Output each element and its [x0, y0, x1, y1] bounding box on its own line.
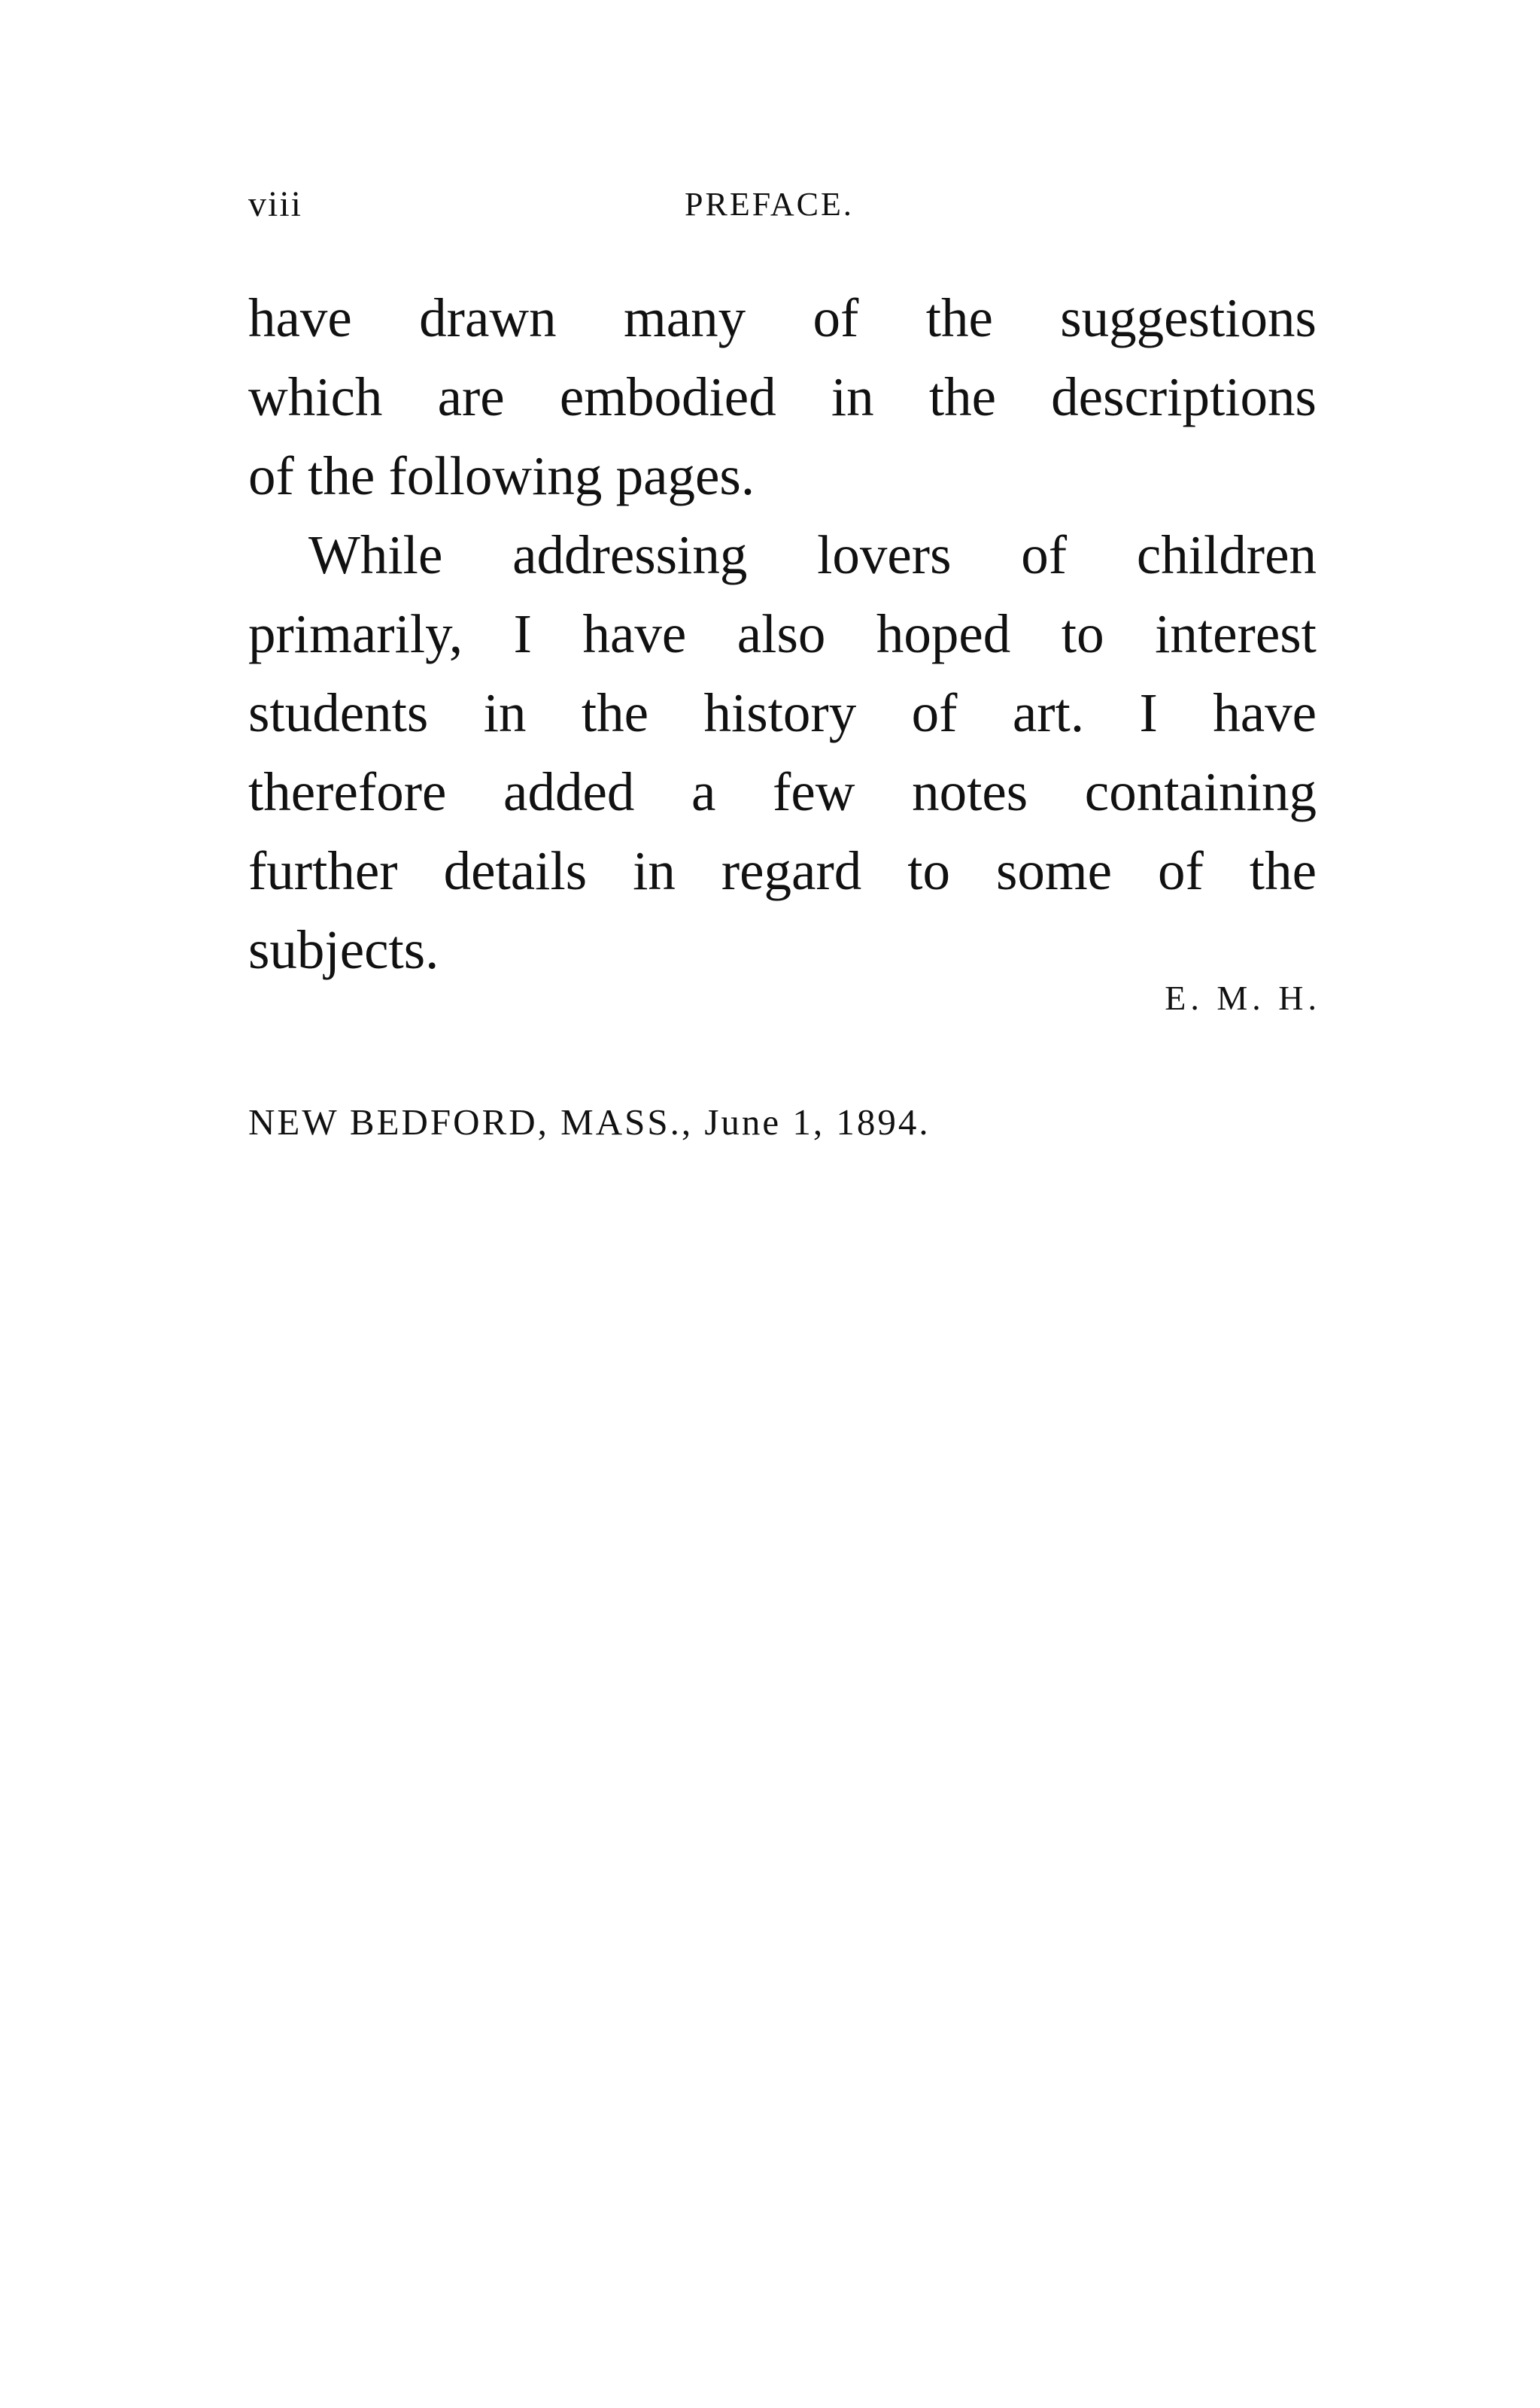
- running-title: PREFACE.: [685, 186, 854, 223]
- text-line: therefore added a few notes containing: [248, 761, 1317, 822]
- preface-body: [248, 278, 1317, 989]
- text-line: subjects.: [248, 919, 439, 980]
- dateline: NEW BEDFORD, MASS., June 1, 1894.: [248, 1101, 931, 1143]
- page-number: viii: [248, 184, 303, 224]
- text-line: primarily, I have also hoped to interest: [248, 603, 1317, 664]
- text-line: students in the history of art. I have: [248, 682, 1317, 743]
- running-head: [248, 175, 1317, 235]
- text-line: While addressing lovers of children: [308, 524, 1317, 585]
- author-initials: E. M. H.: [1165, 979, 1321, 1017]
- paragraph: [248, 278, 1317, 515]
- text-line: have drawn many of the suggestions: [248, 287, 1317, 348]
- text-line: which are embodied in the descriptions: [248, 366, 1317, 427]
- text-line: of the following pages.: [248, 445, 755, 506]
- text-line: further details in regard to some of the: [248, 840, 1317, 901]
- paragraph: [248, 515, 1317, 989]
